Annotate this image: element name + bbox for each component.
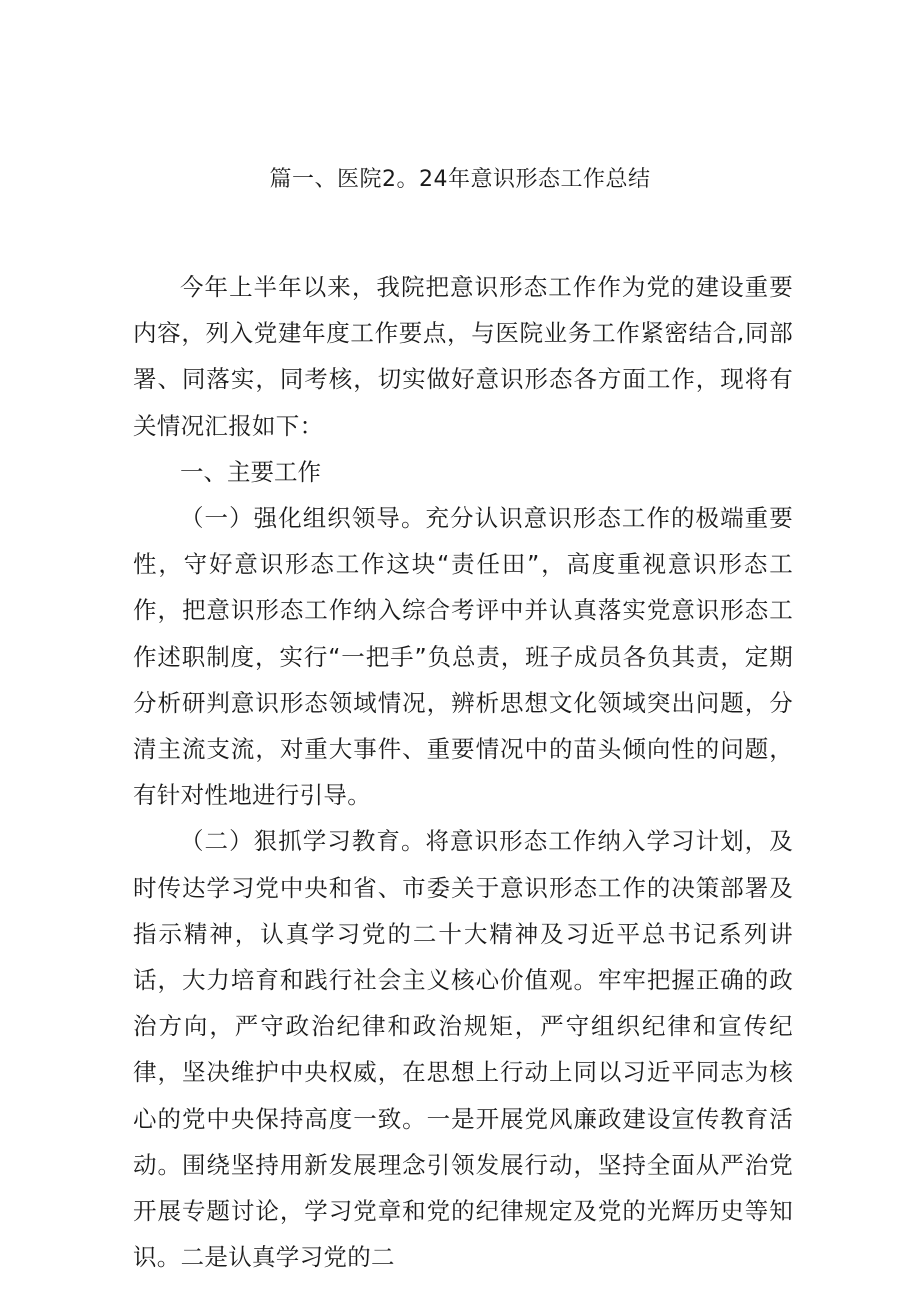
paragraph-organization-leadership: （一）强化组织领导。充分认识意识形态工作的极端重要性，守好意识形态工作这块“责任田”，高度重视意识形态工作，把意识形态工作纳入综合考评中并认真落实党意识形态工作述职制度，实行“一把手”负总责，班子成员各负其责，定期分析研判意识形态领域情况，辨析思想文化领域突出问题，分清主流支流，对重大事件、重要情况中的苗头倾向性的问题，有针对性地进行引导。 [133,504,793,810]
paragraph-study-education: （二）狠抓学习教育。将意识形态工作纳入学习计划，及时传达学习党中央和省、市委关于意识形态工作的决策部署及指示精神，认真学习党的二十大精神及习近平总书记系列讲话，大力培育和践行社会主义核心价值观。牢牢把握正确的政治方向，严守政治纪律和政治规矩，严守组织纪律和宣传纪律，坚决维护中央权威，在思想上行动上同以习近平同志为核心的党中央保持高度一致。一是开展党风廉政建设宣传教育活动。围绕坚持用新发展理念引领发展行动，坚持全面从严治党开展专题讨论，学习党章和党的纪律规定及党的光辉历史等知识。二是认真学习党的二 [133,827,793,1272]
section-heading-main-work: 一、主要工作 [180,457,321,486]
document-body [133,264,793,1280]
intro-paragraph: 今年上半年以来，我院把意识形态工作作为党的建设重要内容，列入党建年度工作要点，与医院业务工作紧密结合,同部署、同落实，同考核，切实做好意识形态各方面工作，现将有关情况汇报如下： [133,273,793,440]
document-title: 篇一、医院2。24年意识形态工作总结 [269,167,651,192]
